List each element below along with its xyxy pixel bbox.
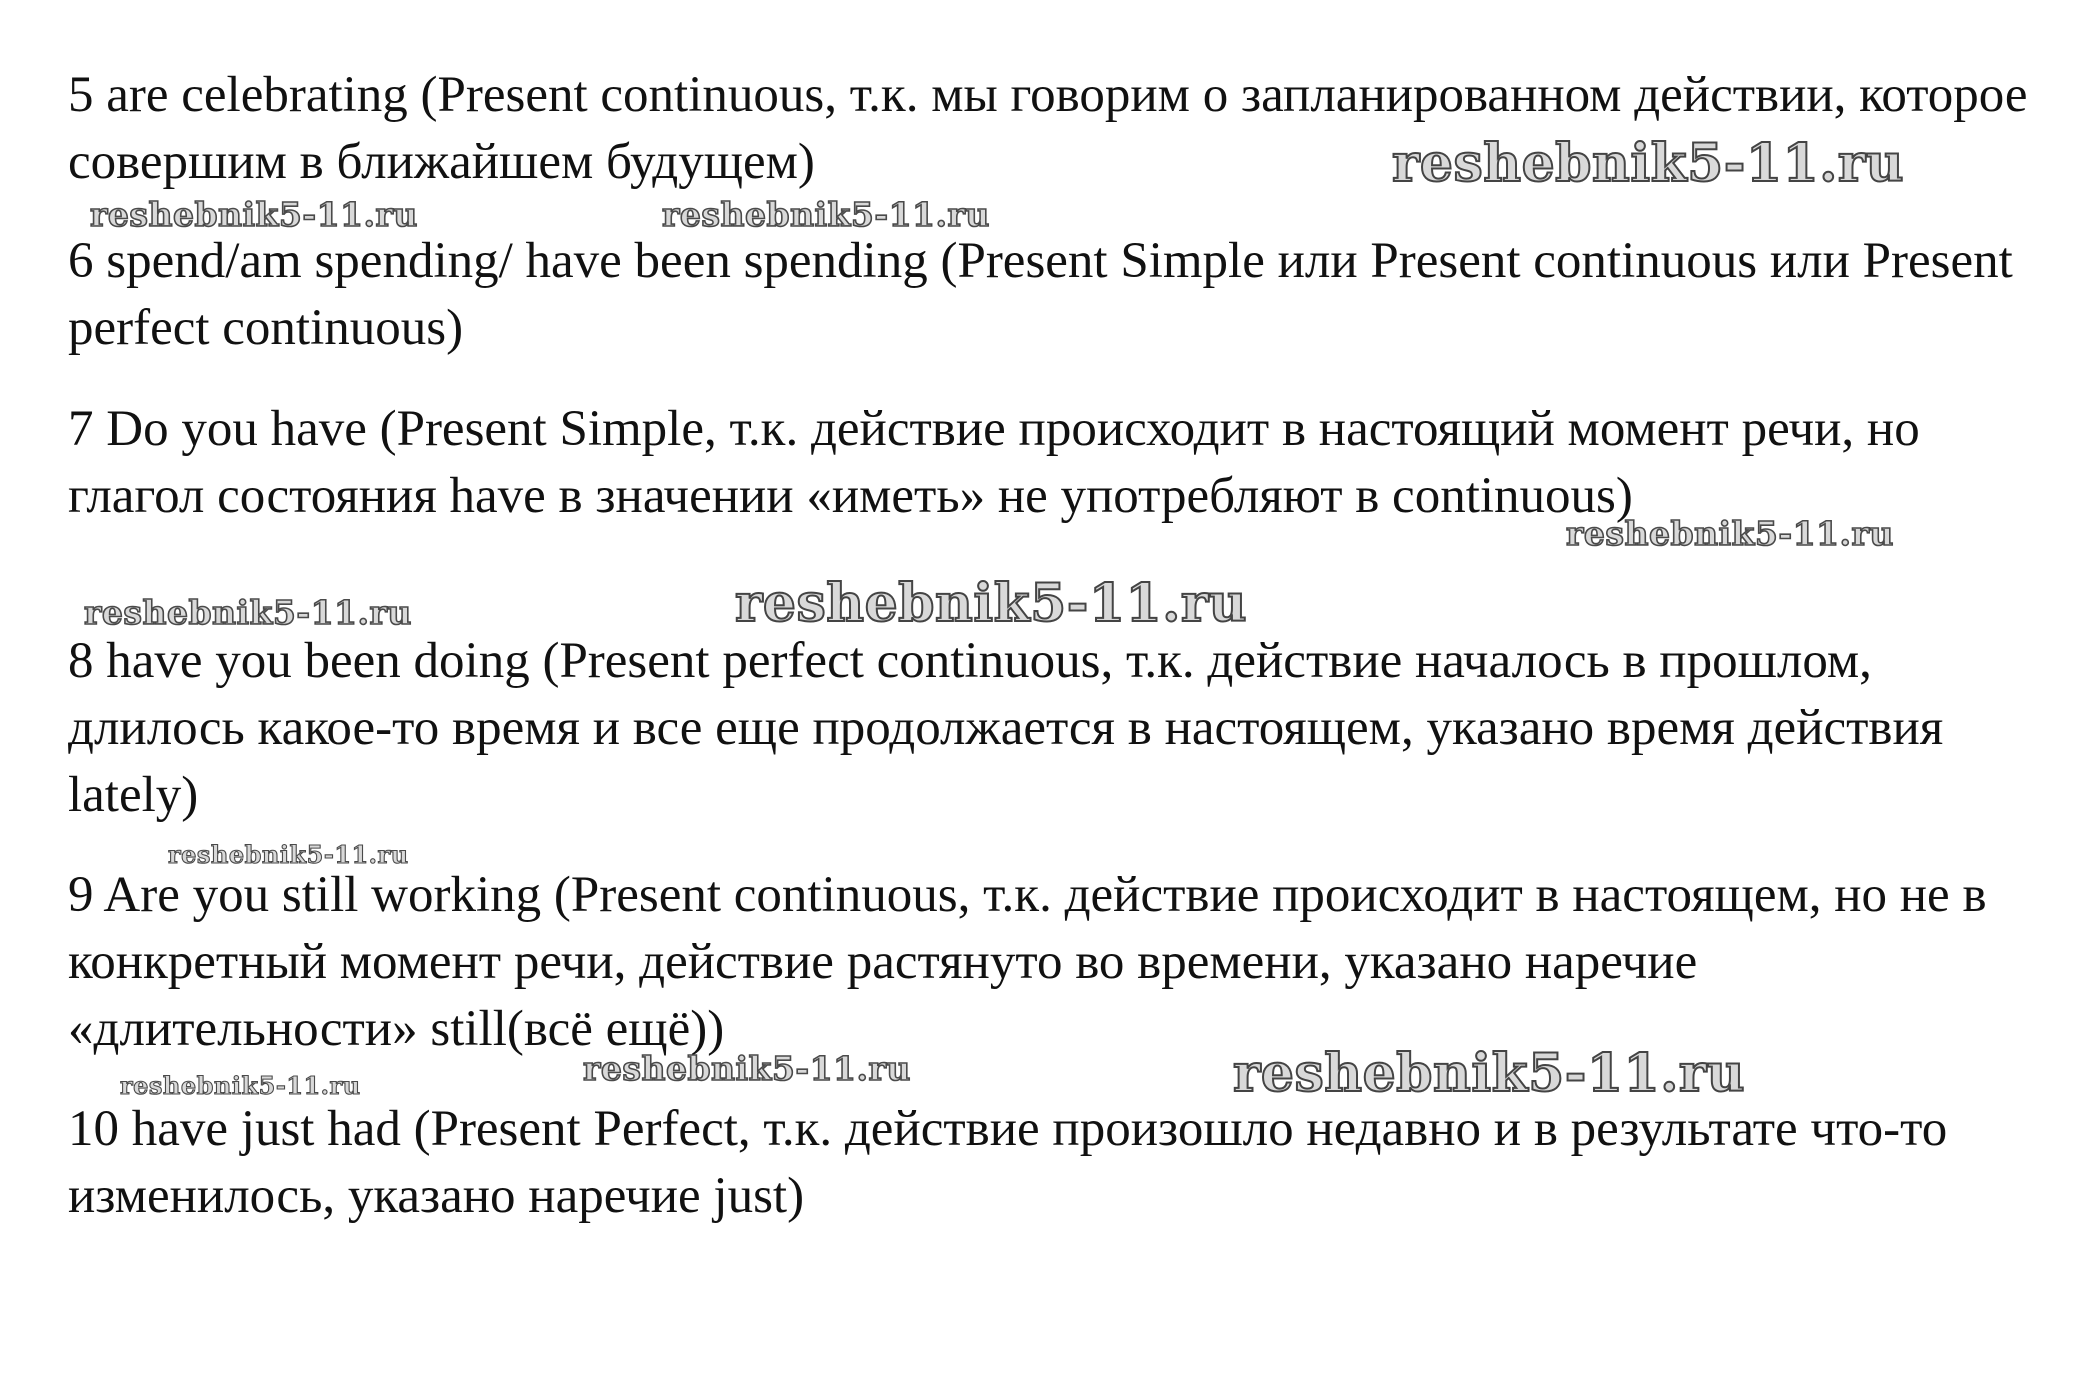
answer-8: 8 have you been doing (Present perfect continuous, т.к. действие началось в прошлом, длилось какое-то время и все еще продолжается в настоящем, указано время действия lately) <box>68 633 1944 823</box>
watermark: reshebnik5-11.ru <box>583 1049 911 1088</box>
watermark: reshebnik5-11.ru <box>1392 133 1905 194</box>
watermark: reshebnik5-11.ru <box>1566 514 1894 553</box>
watermark: reshebnik5-11.ru <box>735 573 1248 634</box>
watermark: reshebnik5-11.ru <box>120 1071 361 1100</box>
watermark: reshebnik5-11.ru <box>90 195 418 234</box>
answer-6: 6 spend/am spending/ have been spending (Present Simple или Present continuous или Present perfect continuous) <box>68 233 2013 356</box>
answer-7: 7 Do you have (Present Simple, т.к. действие происходит в настоящий момент речи, но глагол состояния have в значении «иметь» не употребляют в continuous) <box>68 401 1920 524</box>
watermark: reshebnik5-11.ru <box>84 593 412 632</box>
answer-10: 10 have just had (Present Perfect, т.к. действие произошло недавно и в результате что-то изменилось, указано наречие just) <box>68 1101 1948 1224</box>
watermark: reshebnik5-11.ru <box>662 195 990 234</box>
watermark: reshebnik5-11.ru <box>1233 1043 1746 1104</box>
answer-9: 9 Are you still working (Present continuous, т.к. действие происходит в настоящем, но не в конкретный момент речи, действие растянуто во времени, указано наречие «длительности» still(всё ещё)) <box>68 867 1987 1057</box>
watermark: reshebnik5-11.ru <box>168 840 409 869</box>
answer-5: 5 are celebrating (Present continuous, т.к. мы говорим о запланированном действии, которое совершим в ближайшем будущем) <box>68 67 2028 190</box>
